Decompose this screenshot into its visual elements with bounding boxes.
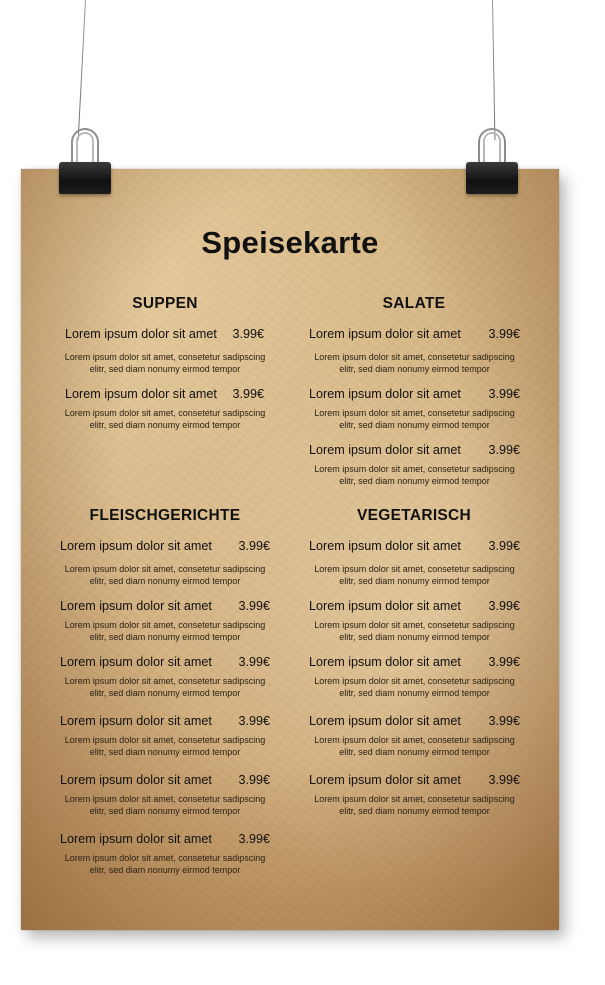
- list-item: [55, 599, 275, 643]
- item-description: [60, 563, 270, 587]
- item-price: 3.99€: [488, 773, 520, 787]
- list-item: [306, 443, 522, 487]
- item-description-line: Lorem ipsum dolor sit amet, consetetur sadipscing: [64, 794, 266, 804]
- item-price: 3.99€: [238, 832, 270, 846]
- item-description: [55, 351, 275, 375]
- item-price: 3.99€: [238, 773, 270, 787]
- item-description-line: Lorem ipsum dolor sit amet, consetetur sadipscing: [64, 564, 266, 574]
- item-name: Lorem ipsum dolor sit amet: [65, 327, 217, 341]
- item-price: 3.99€: [238, 599, 270, 613]
- item-description-line: elitr, sed diam nonumy eirmod tempor: [339, 806, 490, 816]
- item-description-line: elitr, sed diam nonumy eirmod tempor: [89, 632, 241, 642]
- item-description: [309, 407, 520, 431]
- item-description-line: Lorem ipsum dolor sit amet, consetetur sadipscing: [64, 352, 266, 362]
- item-price: 3.99€: [238, 714, 270, 728]
- section-fleischgerichte: [55, 507, 275, 876]
- item-price: 3.99€: [238, 655, 270, 669]
- binder-clip-icon: [466, 128, 518, 196]
- list-item: [306, 539, 522, 587]
- menu-title: Speisekarte: [201, 225, 379, 260]
- item-price: 3.99€: [238, 539, 270, 553]
- item-description-line: Lorem ipsum dolor sit amet, consetetur sadipscing: [64, 735, 266, 745]
- menu-poster: [21, 169, 559, 930]
- item-description-line: elitr, sed diam nonumy eirmod tempor: [89, 688, 241, 698]
- clip-handle-inner: [483, 132, 501, 164]
- list-item: [306, 655, 522, 699]
- item-price: 3.99€: [488, 655, 520, 669]
- item-name: Lorem ipsum dolor sit amet: [60, 714, 212, 728]
- item-description-line: elitr, sed diam nonumy eirmod tempor: [339, 476, 490, 486]
- item-price: 3.99€: [488, 714, 520, 728]
- item-description-line: elitr, sed diam nonumy eirmod tempor: [89, 364, 241, 374]
- clip-handle-inner: [76, 132, 94, 164]
- item-description: [309, 619, 520, 643]
- item-name: Lorem ipsum dolor sit amet: [60, 832, 212, 846]
- item-price: 3.99€: [488, 387, 520, 401]
- item-price: 3.99€: [488, 539, 520, 553]
- item-description-line: elitr, sed diam nonumy eirmod tempor: [89, 576, 241, 586]
- list-item: [306, 327, 522, 375]
- item-name: Lorem ipsum dolor sit amet: [65, 387, 217, 401]
- list-item: [55, 832, 275, 876]
- item-description: [60, 793, 270, 817]
- item-name: Lorem ipsum dolor sit amet: [60, 773, 212, 787]
- section-title: FLEISCHGERICHTE: [89, 507, 241, 524]
- item-description-line: Lorem ipsum dolor sit amet, consetetur sadipscing: [314, 352, 515, 362]
- item-name: Lorem ipsum dolor sit amet: [309, 714, 461, 728]
- item-description-line: elitr, sed diam nonumy eirmod tempor: [339, 747, 490, 757]
- item-description-line: elitr, sed diam nonumy eirmod tempor: [339, 576, 490, 586]
- section-title: VEGETARISCH: [356, 507, 472, 524]
- item-description-line: elitr, sed diam nonumy eirmod tempor: [339, 688, 490, 698]
- item-description-line: Lorem ipsum dolor sit amet, consetetur sadipscing: [64, 853, 266, 863]
- item-description-line: elitr, sed diam nonumy eirmod tempor: [339, 632, 490, 642]
- list-item: [55, 655, 275, 699]
- section-title: SUPPEN: [132, 295, 198, 312]
- item-description-line: elitr, sed diam nonumy eirmod tempor: [339, 420, 490, 430]
- list-item: [306, 714, 522, 758]
- item-description-line: Lorem ipsum dolor sit amet, consetetur sadipscing: [314, 564, 515, 574]
- item-description: [309, 463, 520, 487]
- section-salate: [306, 295, 522, 487]
- item-description: [309, 563, 520, 587]
- section-suppen: [55, 295, 275, 431]
- item-description: [60, 852, 270, 876]
- item-price: 3.99€: [488, 599, 520, 613]
- item-name: Lorem ipsum dolor sit amet: [60, 599, 212, 613]
- item-description-line: Lorem ipsum dolor sit amet, consetetur sadipscing: [64, 620, 266, 630]
- item-price: 3.99€: [232, 327, 264, 341]
- item-description: [60, 619, 270, 643]
- item-name: Lorem ipsum dolor sit amet: [309, 773, 461, 787]
- item-description-line: elitr, sed diam nonumy eirmod tempor: [339, 364, 490, 374]
- list-item: [55, 387, 275, 431]
- item-description: [309, 793, 520, 817]
- item-description-line: elitr, sed diam nonumy eirmod tempor: [89, 806, 241, 816]
- hanging-wire-left: [78, 0, 86, 140]
- item-name: Lorem ipsum dolor sit amet: [309, 327, 461, 341]
- list-item: [306, 599, 522, 643]
- section-title: SALATE: [382, 295, 446, 312]
- hanging-wire-right: [492, 0, 495, 140]
- list-item: [55, 539, 275, 587]
- list-item: [55, 327, 275, 375]
- binder-clip-icon: [59, 128, 111, 196]
- item-description-line: Lorem ipsum dolor sit amet, consetetur sadipscing: [314, 676, 515, 686]
- item-name: Lorem ipsum dolor sit amet: [309, 599, 461, 613]
- item-description-line: Lorem ipsum dolor sit amet, consetetur sadipscing: [314, 794, 515, 804]
- item-name: Lorem ipsum dolor sit amet: [60, 539, 212, 553]
- item-description-line: Lorem ipsum dolor sit amet, consetetur sadipscing: [314, 735, 515, 745]
- item-description-line: Lorem ipsum dolor sit amet, consetetur sadipscing: [64, 676, 266, 686]
- item-description: [60, 675, 270, 699]
- item-description: [309, 351, 520, 375]
- item-price: 3.99€: [488, 443, 520, 457]
- item-name: Lorem ipsum dolor sit amet: [309, 655, 461, 669]
- item-description: [309, 675, 520, 699]
- item-description-line: Lorem ipsum dolor sit amet, consetetur sadipscing: [314, 620, 515, 630]
- item-name: Lorem ipsum dolor sit amet: [60, 655, 212, 669]
- item-price: 3.99€: [488, 327, 520, 341]
- list-item: [55, 773, 275, 817]
- clip-body: [466, 162, 518, 194]
- section-vegetarisch: [306, 507, 522, 817]
- item-description: [60, 734, 270, 758]
- item-name: Lorem ipsum dolor sit amet: [309, 443, 461, 457]
- item-description: [309, 734, 520, 758]
- item-name: Lorem ipsum dolor sit amet: [309, 539, 461, 553]
- clip-body: [59, 162, 111, 194]
- list-item: [306, 773, 522, 817]
- item-description: [55, 407, 275, 431]
- item-price: 3.99€: [232, 387, 264, 401]
- item-description-line: elitr, sed diam nonumy eirmod tempor: [89, 865, 241, 875]
- item-description-line: Lorem ipsum dolor sit amet, consetetur sadipscing: [314, 408, 515, 418]
- list-item: [306, 387, 522, 431]
- item-description-line: Lorem ipsum dolor sit amet, consetetur sadipscing: [314, 464, 515, 474]
- item-description-line: Lorem ipsum dolor sit amet, consetetur sadipscing: [64, 408, 266, 418]
- item-name: Lorem ipsum dolor sit amet: [309, 387, 461, 401]
- item-description-line: elitr, sed diam nonumy eirmod tempor: [89, 420, 241, 430]
- item-description-line: elitr, sed diam nonumy eirmod tempor: [89, 747, 241, 757]
- list-item: [55, 714, 275, 758]
